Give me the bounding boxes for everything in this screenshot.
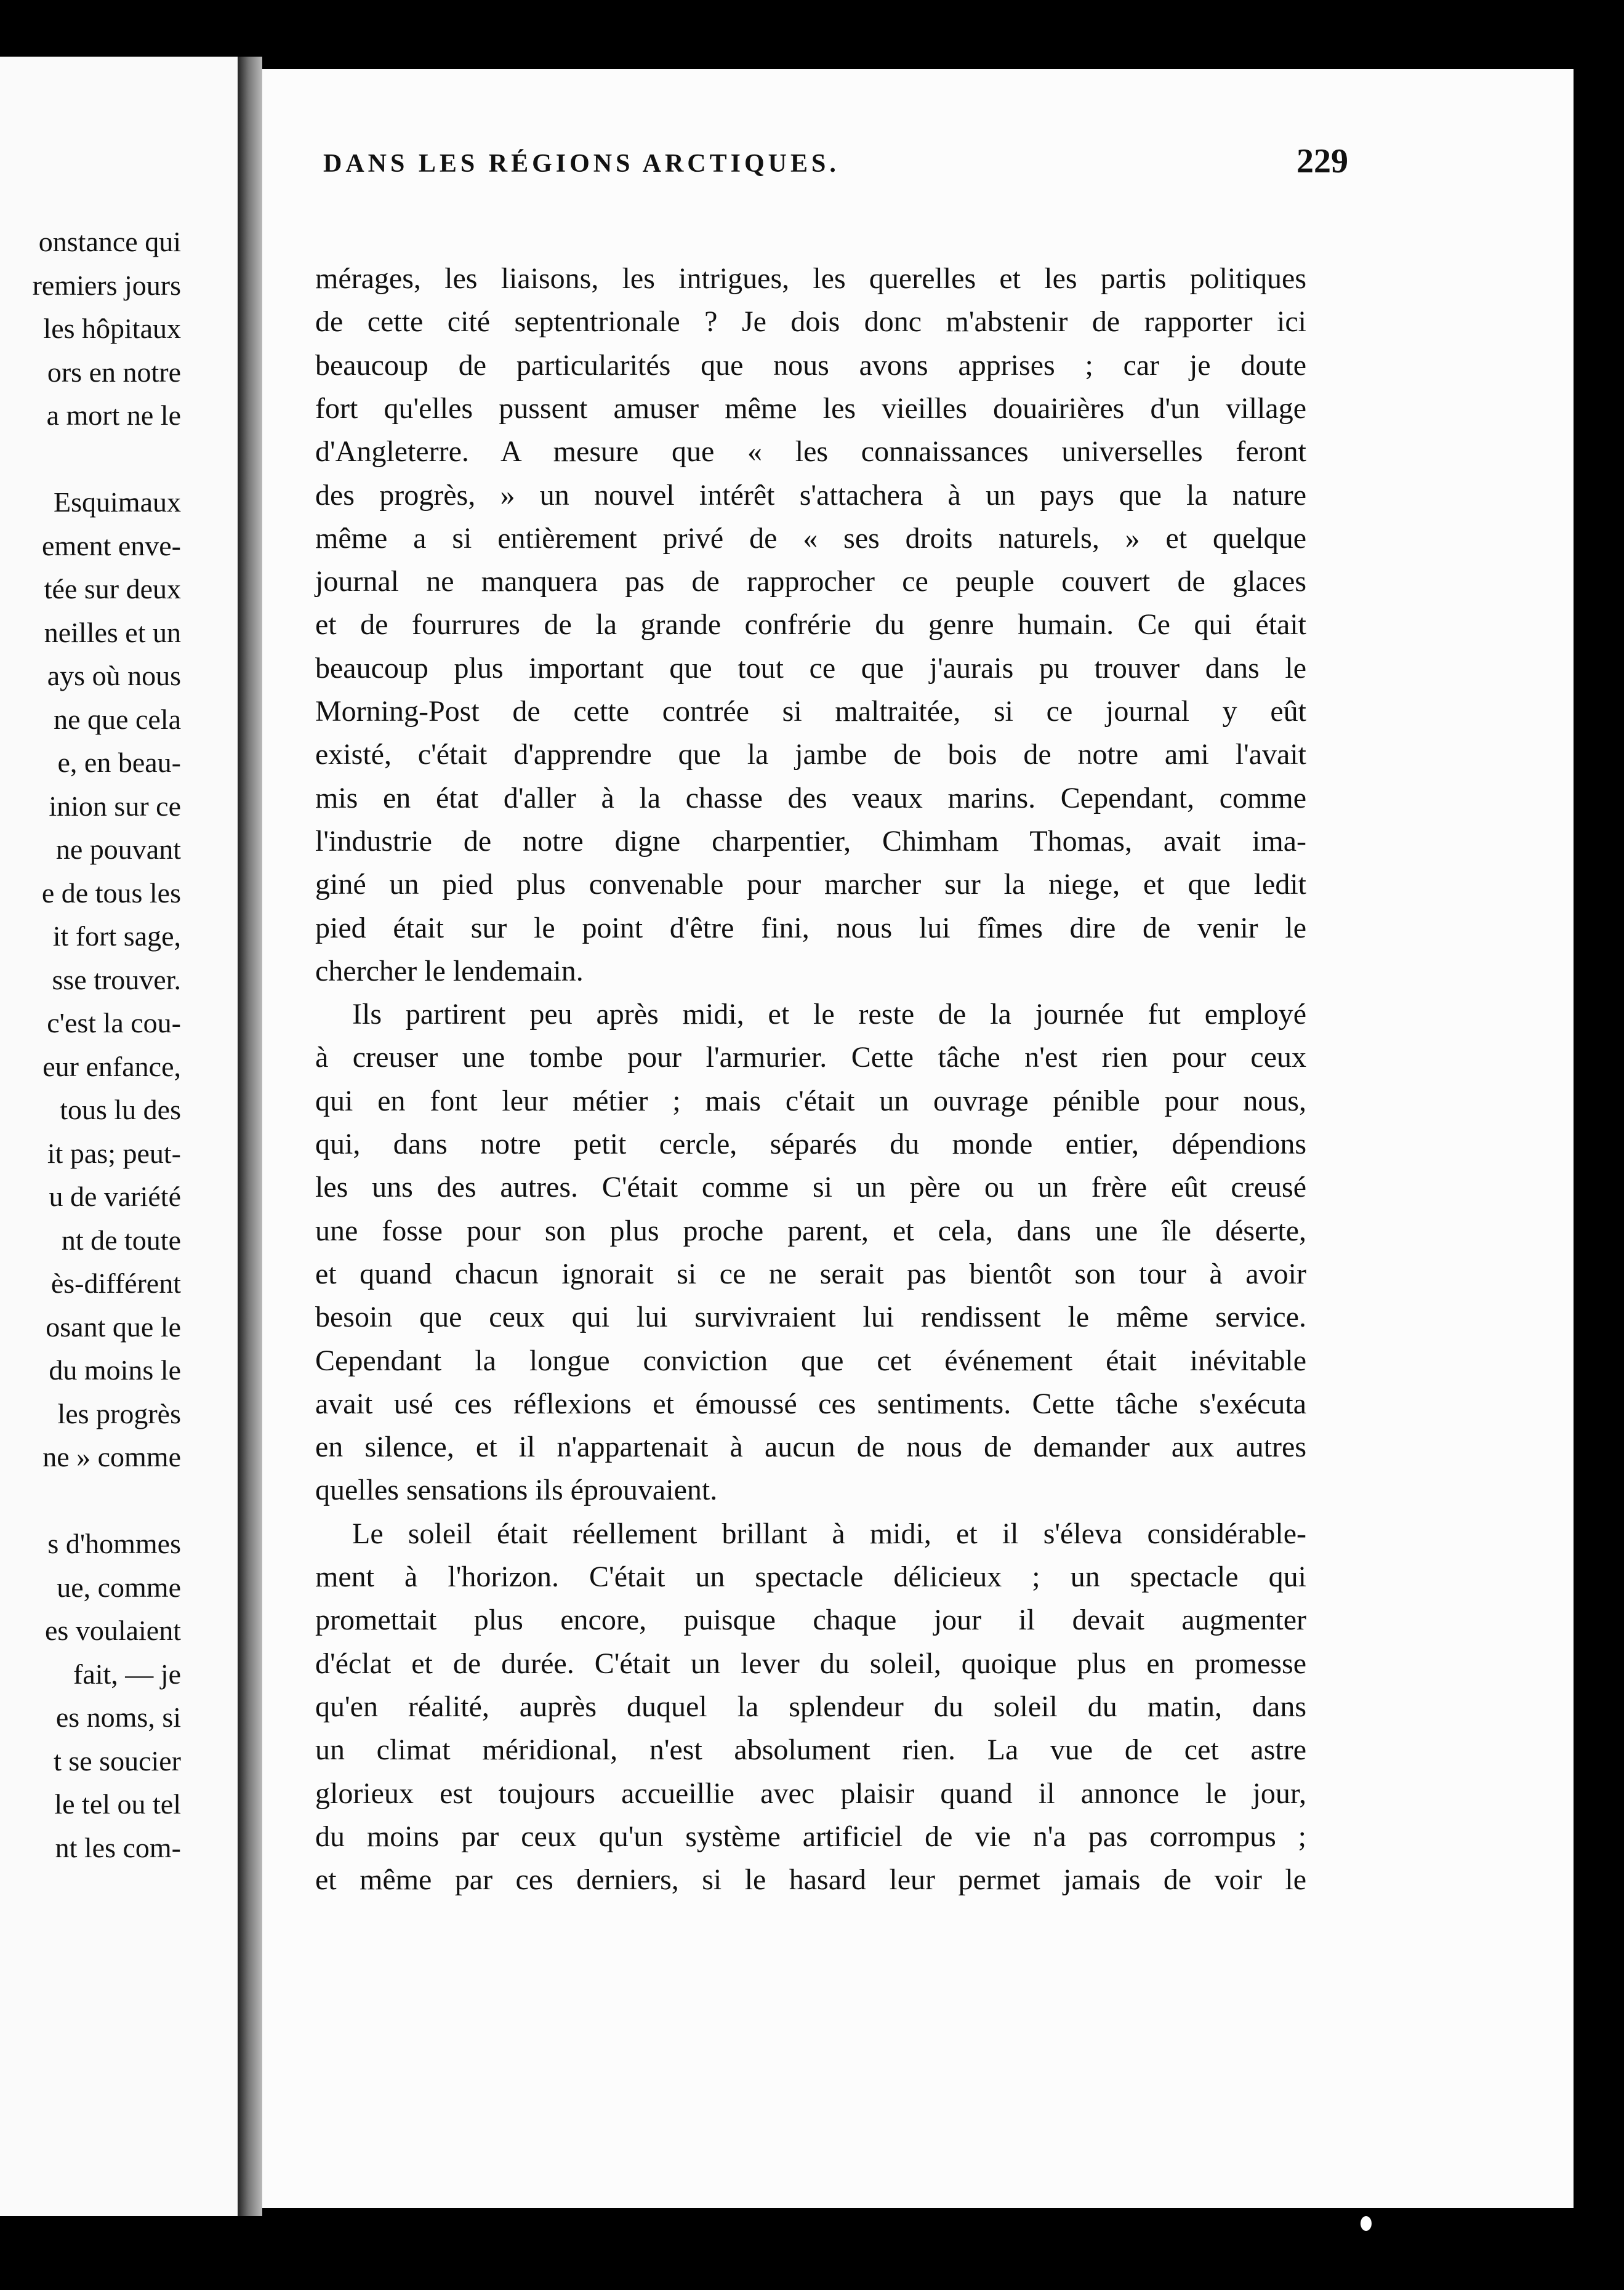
left-page-line: neilles et un	[44, 616, 181, 648]
body-line: Ils partirent peu après midi, et le reste de la journée fut employé	[352, 998, 1306, 1031]
left-page-line: onstance qui	[38, 226, 181, 257]
left-page-line: ors en notre	[47, 356, 181, 388]
left-page-line: les progrès	[57, 1397, 181, 1429]
scan-speck	[1361, 2216, 1372, 2231]
left-page-line: sse trouver.	[52, 963, 181, 995]
body-line: et de fourrures de la grande confrérie du genre humain. Ce qui était	[315, 608, 1306, 641]
left-page-line: u de variété	[49, 1181, 181, 1212]
body-line: beaucoup de particularités que nous avons apprises ; car je doute	[315, 348, 1306, 382]
book-gutter	[238, 57, 262, 2216]
left-page-line: le tel ou tel	[54, 1788, 181, 1820]
left-page-line: tée sur deux	[44, 573, 181, 605]
left-page-line: fait, — je	[73, 1658, 181, 1690]
body-line: promettait plus encore, puisque chaque jour il devait augmenter	[315, 1604, 1306, 1637]
body-line: qui, dans notre petit cercle, séparés du monde entier, dépendions	[315, 1128, 1306, 1160]
body-line: qui en font leur métier ; mais c'était un ouvrage pénible pour nous,	[315, 1084, 1306, 1117]
body-line: des progrès, » un nouvel intérêt s'attachera à un pays que la nature	[315, 478, 1306, 512]
body-line: de cette cité septentrionale ? Je dois donc m'abstenir de rapporter ici	[315, 305, 1306, 339]
body-line: qu'en réalité, auprès duquel la splendeur du soleil du matin, dans	[315, 1690, 1306, 1723]
body-line: et quand chacun ignorait si ce ne serait pas bientôt son tour à avoir	[315, 1257, 1306, 1290]
body-line: quelles sensations ils éprouvaient.	[315, 1474, 718, 1507]
left-page-line: Esquimaux	[54, 486, 181, 518]
body-line: pied était sur le point d'être fini, nous lui fîmes dire de venir le	[315, 911, 1306, 944]
body-line: giné un pied plus convenable pour marcher sur la niege, et que ledit	[315, 868, 1306, 901]
left-page-line: ement enve-	[41, 529, 181, 561]
body-line: fort qu'elles pussent amuser même les vieilles douairières d'un village	[315, 392, 1306, 425]
left-page-line: e de tous les	[41, 877, 181, 909]
left-page-line: inion sur ce	[49, 790, 181, 822]
body-line: du moins par ceux qu'un système artificiel de vie n'a pas corrompus ;	[315, 1820, 1306, 1853]
page-number: 229	[1296, 142, 1348, 180]
running-head: DANS LES RÉGIONS ARCTIQUES.	[323, 150, 840, 178]
left-page-line: les hôpitaux	[43, 313, 181, 344]
left-page-line: e, en beau-	[57, 747, 181, 778]
left-page-line: ne que cela	[54, 703, 181, 735]
body-line: un climat méridional, n'est absolument rien. La vue de cet astre	[315, 1734, 1306, 1767]
left-page-line: a mort ne le	[46, 400, 181, 431]
body-line: d'Angleterre. A mesure que « les connaissances universelles feront	[315, 435, 1306, 468]
left-page-line: du moins le	[49, 1354, 181, 1386]
body-line: mis en état d'aller à la chasse des veaux marins. Cependant, comme	[315, 781, 1306, 814]
body-line: en silence, et il n'appartenait à aucun de nous de demander aux autres	[315, 1431, 1306, 1464]
body-line: une fosse pour son plus proche parent, et cela, dans une île déserte,	[315, 1214, 1306, 1247]
left-page	[0, 57, 238, 2216]
left-page-line: nt les com-	[55, 1831, 181, 1863]
left-page-line: t se soucier	[54, 1745, 181, 1777]
left-page-line: remiers jours	[32, 269, 181, 301]
body-line: les uns des autres. C'était comme si un père ou un frère eût creusé	[315, 1171, 1306, 1204]
left-page-line: ne pouvant	[55, 834, 181, 865]
body-line: l'industrie de notre digne charpentier, Chimham Thomas, avait ima-	[315, 824, 1306, 858]
body-line: même a si entièrement privé de « ses droits naturels, » et quelque	[315, 521, 1306, 555]
body-line: Morning-Post de cette contrée si maltraitée, si ce journal y eût	[315, 695, 1306, 728]
left-page-line: ès-différent	[50, 1268, 181, 1299]
body-line: chercher le lendemain.	[315, 954, 584, 987]
body-line: glorieux est toujours accueillie avec plaisir quand il annonce le jour,	[315, 1777, 1306, 1810]
left-page-line: es voulaient	[45, 1615, 181, 1646]
left-page-line: ne » comme	[42, 1441, 181, 1472]
body-line: existé, c'était d'apprendre que la jambe de bois de notre ami l'avait	[315, 738, 1306, 771]
left-page-line: it fort sage,	[52, 920, 181, 952]
body-line: ment à l'horizon. C'était un spectacle délicieux ; un spectacle qui	[315, 1561, 1306, 1593]
body-line: Le soleil était réellement brillant à midi, et il s'éleva considérable-	[352, 1517, 1306, 1550]
left-page-line: eur enfance,	[42, 1050, 181, 1082]
body-line: à creuser une tombe pour l'armurier. Cette tâche n'est rien pour ceux	[315, 1041, 1306, 1074]
left-page-line: es noms, si	[55, 1701, 181, 1733]
left-page-line: osant que le	[46, 1311, 181, 1343]
left-page-line: c'est la cou-	[47, 1007, 181, 1039]
body-line: et même par ces derniers, si le hasard leur permet jamais de voir le	[315, 1863, 1306, 1897]
left-page-line: tous lu des	[60, 1094, 181, 1125]
left-page-line: nt de toute	[61, 1224, 181, 1256]
body-line: mérages, les liaisons, les intrigues, les querelles et les partis politiques	[315, 262, 1306, 295]
body-line: besoin que ceux qui lui survivraient lui rendissent le même service.	[315, 1301, 1306, 1334]
left-page-line: ue, comme	[57, 1571, 181, 1603]
body-line: Cependant la longue conviction que cet événement était inévitable	[315, 1344, 1306, 1377]
left-page-line: ays où nous	[47, 660, 181, 691]
left-page-line: s d'hommes	[47, 1528, 181, 1559]
body-line: d'éclat et de durée. C'était un lever du soleil, quoique plus en promesse	[315, 1647, 1306, 1680]
left-page-line: it pas; peut-	[47, 1137, 181, 1169]
body-line: beaucoup plus important que tout ce que j'aurais pu trouver dans le	[315, 651, 1306, 685]
body-line: journal ne manquera pas de rapprocher ce peuple couvert de glaces	[315, 565, 1306, 598]
body-line: avait usé ces réflexions et émoussé ces sentiments. Cette tâche s'exécuta	[315, 1387, 1306, 1420]
